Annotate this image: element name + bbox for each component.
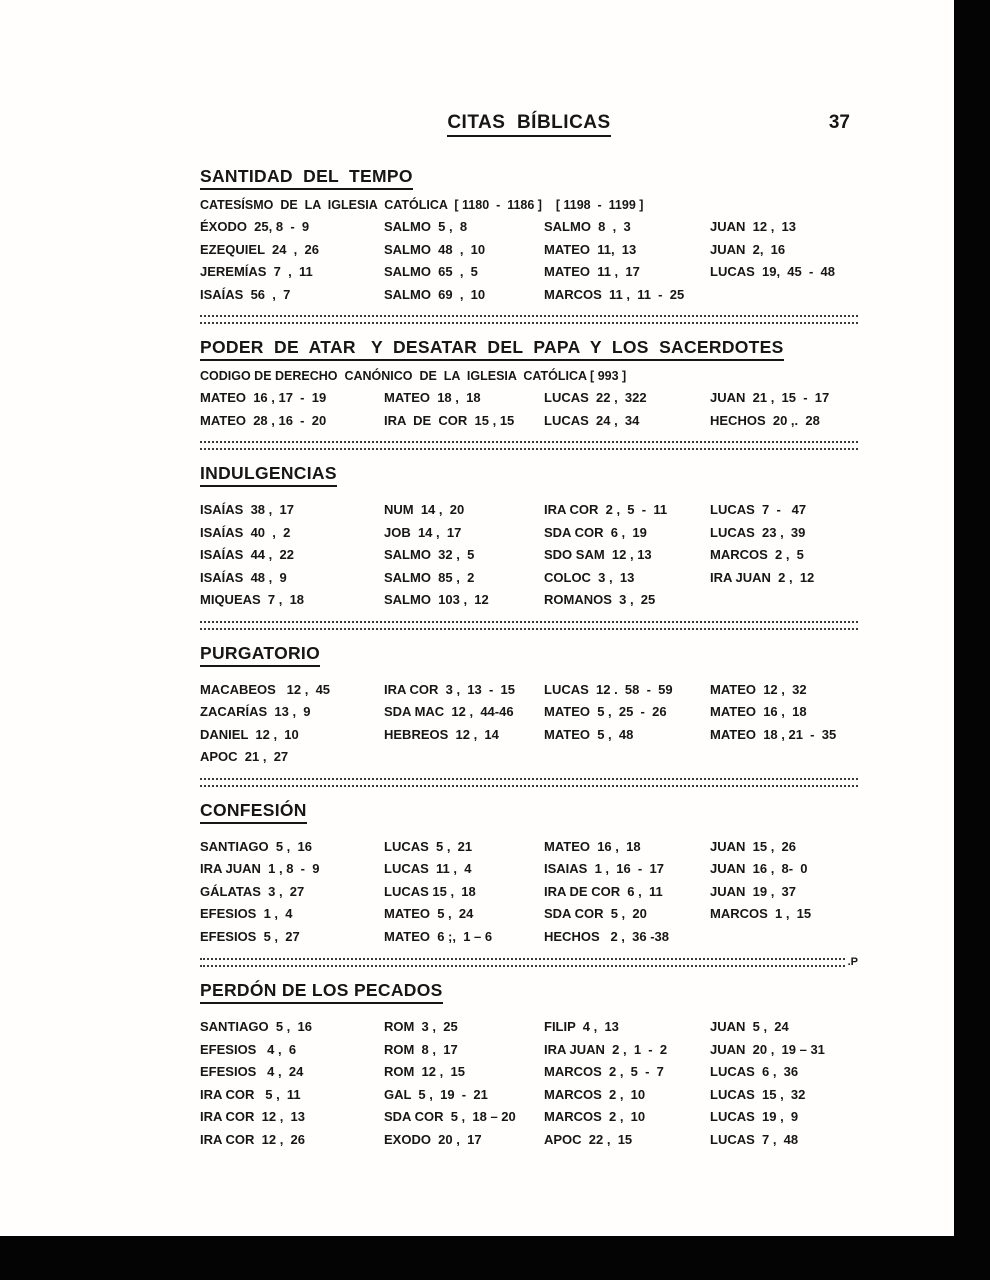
dotted-separator-line bbox=[200, 958, 845, 967]
citation-cell bbox=[384, 746, 544, 769]
section-heading: PERDÓN DE LOS PECADOS bbox=[200, 980, 443, 1004]
citation-rows bbox=[200, 216, 858, 306]
section-heading-row bbox=[200, 337, 858, 369]
citation-cell: LUCAS 5 , 21 bbox=[384, 838, 473, 854]
dotted-separator bbox=[200, 621, 858, 630]
citation-cell: ISAÍAS 38 , 17 bbox=[200, 502, 294, 517]
citation-cell: MATEO 5 , 25 - 26 bbox=[544, 704, 667, 719]
citation-cell: SDA MAC 12 , 44-46 bbox=[384, 704, 514, 719]
section-subtitle: CATESÍSMO DE LA IGLESIA CATÓLICA [ 1180 - 1186 ] [ 1198 - 1199 ] bbox=[200, 198, 644, 212]
citation-cell: LUCAS 7 , 48 bbox=[710, 1131, 799, 1147]
citation-row bbox=[200, 284, 858, 307]
section bbox=[200, 463, 858, 630]
citation-cell: SALMO 32 , 5 bbox=[384, 547, 475, 562]
dotted-separator-line bbox=[200, 441, 858, 450]
section-heading-row bbox=[200, 463, 858, 495]
citation-cell: ISAÍAS 44 , 22 bbox=[200, 547, 294, 562]
citation-cell: EFESIOS 4 , 6 bbox=[200, 1041, 297, 1057]
citation-cell: LUCAS 15 , 32 bbox=[710, 1086, 806, 1102]
sections-container bbox=[200, 166, 858, 1151]
citation-cell: SDA COR 5 , 18 – 20 bbox=[384, 1109, 516, 1124]
citation-cell: LUCAS 22 , 322 bbox=[544, 390, 647, 405]
citation-cell: APOC 22 , 15 bbox=[544, 1131, 633, 1147]
section-heading-row bbox=[200, 166, 858, 198]
citation-cell: MATEO 12 , 32 bbox=[710, 681, 807, 697]
citation-cell: MATEO 18 , 21 - 35 bbox=[710, 726, 837, 742]
citation-row bbox=[200, 1129, 858, 1152]
citation-cell: GÁLATAS 3 , 27 bbox=[200, 883, 305, 899]
citation-cell bbox=[710, 589, 858, 612]
citation-cell: EZEQUIEL 24 , 26 bbox=[200, 241, 319, 257]
citation-cell: SALMO 65 , 5 bbox=[384, 264, 478, 279]
citation-cell: ROM 8 , 17 bbox=[384, 1041, 458, 1057]
citation-cell: MATEO 16 , 17 - 19 bbox=[200, 390, 327, 405]
citation-cell: IRA COR 2 , 5 - 11 bbox=[544, 502, 668, 517]
citation-cell: JUAN 12 , 13 bbox=[710, 219, 796, 234]
section-heading-row bbox=[200, 800, 858, 832]
citation-cell bbox=[544, 746, 710, 769]
citation-cell: MATEO 28 , 16 - 20 bbox=[200, 412, 327, 428]
citation-cell: JOB 14 , 17 bbox=[384, 524, 462, 540]
citation-row bbox=[200, 836, 858, 859]
section-heading-row bbox=[200, 643, 858, 675]
citation-cell: LUCAS 19, 45 - 48 bbox=[710, 264, 835, 279]
section bbox=[200, 980, 858, 1151]
citation-cell: LUCAS 6 , 36 bbox=[710, 1064, 799, 1079]
citation-cell: ISAÍAS 56 , 7 bbox=[200, 286, 291, 302]
section-heading: PURGATORIO bbox=[200, 643, 320, 667]
citation-row bbox=[200, 499, 858, 522]
citation-rows bbox=[200, 499, 858, 612]
citation-cell: SDA COR 6 , 19 bbox=[544, 524, 647, 540]
citation-row bbox=[200, 589, 858, 612]
citation-cell: IRA JUAN 1 , 8 - 9 bbox=[200, 861, 320, 876]
citation-cell: GAL 5 , 19 - 21 bbox=[384, 1086, 488, 1102]
citation-cell: EFESIOS 5 , 27 bbox=[200, 928, 300, 944]
citation-row bbox=[200, 1039, 858, 1062]
citation-rows bbox=[200, 679, 858, 769]
citation-row bbox=[200, 746, 858, 769]
citation-row bbox=[200, 1084, 858, 1107]
citation-row bbox=[200, 1061, 858, 1084]
citation-cell bbox=[710, 746, 858, 769]
citation-cell: SALMO 8 , 3 bbox=[544, 219, 631, 234]
citation-cell: JUAN 19 , 37 bbox=[710, 883, 796, 899]
section bbox=[200, 643, 858, 787]
section-heading: INDULGENCIAS bbox=[200, 463, 337, 487]
citation-row bbox=[200, 1106, 858, 1129]
citation-cell: MATEO 6 ;, 1 – 6 bbox=[384, 928, 493, 944]
section-heading: PODER DE ATAR Y DESATAR DEL PAPA Y LOS SACERDOTES bbox=[200, 337, 784, 361]
citation-cell: EFESIOS 1 , 4 bbox=[200, 906, 293, 921]
citation-cell: JUAN 21 , 15 - 17 bbox=[710, 390, 830, 405]
citation-cell: MACABEOS 12 , 45 bbox=[200, 681, 331, 697]
citation-row bbox=[200, 261, 858, 284]
citation-cell: LUCAS 15 , 18 bbox=[384, 883, 476, 899]
page-header bbox=[200, 112, 858, 142]
citation-rows bbox=[200, 836, 858, 949]
citation-row bbox=[200, 679, 858, 702]
citation-cell: LUCAS 24 , 34 bbox=[544, 412, 640, 428]
citation-cell: COLOC 3 , 13 bbox=[544, 569, 635, 585]
citation-cell: ROM 3 , 25 bbox=[384, 1019, 458, 1034]
citation-cell: LUCAS 11 , 4 bbox=[384, 861, 472, 876]
citation-row bbox=[200, 216, 858, 239]
citation-cell: JUAN 15 , 26 bbox=[710, 838, 796, 854]
citation-cell: JUAN 2, 16 bbox=[710, 241, 786, 257]
citation-row bbox=[200, 387, 858, 410]
citation-cell: IRA JUAN 2 , 12 bbox=[710, 569, 815, 585]
citation-row bbox=[200, 1016, 858, 1039]
citation-cell: MARCOS 2 , 5 bbox=[710, 547, 804, 562]
citation-cell: MARCOS 11 , 11 - 25 bbox=[544, 286, 685, 302]
citation-cell: SALMO 69 , 10 bbox=[384, 286, 486, 302]
citation-cell: IRA DE COR 6 , 11 bbox=[544, 883, 663, 899]
citation-cell: JUAN 20 , 19 – 31 bbox=[710, 1041, 825, 1057]
citation-cell: EFESIOS 4 , 24 bbox=[200, 1064, 304, 1079]
citation-cell: SDA COR 5 , 20 bbox=[544, 906, 647, 921]
citation-cell: SALMO 5 , 8 bbox=[384, 219, 468, 234]
dotted-separator-line bbox=[200, 315, 858, 324]
citation-cell: IRA DE COR 15 , 15 bbox=[384, 412, 515, 428]
citation-cell: ROMANOS 3 , 25 bbox=[544, 592, 656, 607]
title-wrap bbox=[200, 112, 858, 137]
citation-cell: SALMO 85 , 2 bbox=[384, 569, 475, 585]
citation-cell: MATEO 11, 13 bbox=[544, 241, 637, 257]
section bbox=[200, 337, 858, 450]
citation-row bbox=[200, 903, 858, 926]
citation-rows bbox=[200, 387, 858, 432]
citation-cell: LUCAS 7 - 47 bbox=[710, 502, 807, 517]
citation-row bbox=[200, 239, 858, 262]
citation-cell: MATEO 18 , 18 bbox=[384, 390, 481, 405]
section-heading: CONFESIÓN bbox=[200, 800, 307, 824]
citation-cell: IRA COR 5 , 11 bbox=[200, 1086, 301, 1102]
citation-cell: ISAÍAS 40 , 2 bbox=[200, 524, 291, 540]
scan-edge-bottom bbox=[0, 1236, 990, 1280]
dotted-separator-line bbox=[200, 778, 858, 787]
citation-row bbox=[200, 522, 858, 545]
citation-row bbox=[200, 701, 858, 724]
citation-cell: MARCOS 2 , 5 - 7 bbox=[544, 1064, 664, 1079]
citation-cell: IRA COR 12 , 13 bbox=[200, 1109, 305, 1124]
citation-cell: ZACARÍAS 13 , 9 bbox=[200, 704, 311, 719]
citation-cell: EXODO 20 , 17 bbox=[384, 1131, 482, 1147]
citation-cell: MIQUEAS 7 , 18 bbox=[200, 592, 305, 607]
citation-cell: DANIEL 12 , 10 bbox=[200, 726, 299, 742]
section-subtitle: CODIGO DE DERECHO CANÓNICO DE LA IGLESIA CATÓLICA [ 993 ] bbox=[200, 369, 627, 383]
citation-cell: MARCOS 1 , 15 bbox=[710, 906, 812, 921]
citation-cell: IRA COR 3 , 13 - 15 bbox=[384, 681, 516, 697]
citation-cell: MARCOS 2 , 10 bbox=[544, 1086, 646, 1102]
citation-row bbox=[200, 926, 858, 949]
citation-row bbox=[200, 881, 858, 904]
citation-row bbox=[200, 858, 858, 881]
citation-cell: SDO SAM 12 , 13 bbox=[544, 547, 652, 562]
citation-cell: IRA JUAN 2 , 1 - 2 bbox=[544, 1041, 668, 1057]
citation-cell: ÉXODO 25, 8 - 9 bbox=[200, 219, 310, 234]
citation-cell: MATEO 5 , 48 bbox=[544, 726, 634, 742]
scan-edge-right bbox=[954, 0, 990, 1280]
page-title: CITAS BÍBLICAS bbox=[447, 112, 610, 137]
citation-cell: HECHOS 20 ,. 28 bbox=[710, 412, 820, 428]
section-heading: SANTIDAD DEL TEMPO bbox=[200, 166, 413, 190]
citation-row bbox=[200, 724, 858, 747]
citation-rows bbox=[200, 1016, 858, 1151]
citation-cell: JUAN 16 , 8- 0 bbox=[710, 861, 808, 876]
dotted-separator bbox=[200, 441, 858, 450]
citation-row bbox=[200, 544, 858, 567]
citation-cell: SALMO 103 , 12 bbox=[384, 592, 489, 607]
citation-cell: JUAN 5 , 24 bbox=[710, 1019, 789, 1034]
citation-cell: NUM 14 , 20 bbox=[384, 502, 465, 517]
citation-cell: HECHOS 2 , 36 -38 bbox=[544, 928, 669, 944]
citation-cell bbox=[710, 284, 858, 307]
citation-cell: MATEO 11 , 17 bbox=[544, 264, 640, 279]
citation-row bbox=[200, 567, 858, 590]
citation-cell: MATEO 5 , 24 bbox=[384, 906, 474, 921]
citation-cell: LUCAS 19 , 9 bbox=[710, 1109, 799, 1124]
citation-row bbox=[200, 410, 858, 433]
citation-cell: JEREMÍAS 7 , 11 bbox=[200, 264, 313, 279]
section-heading-row bbox=[200, 980, 858, 1012]
citation-cell: SANTIAGO 5 , 16 bbox=[200, 1019, 312, 1034]
citation-cell: IRA COR 12 , 26 bbox=[200, 1131, 305, 1147]
citation-cell: SALMO 48 , 10 bbox=[384, 241, 486, 257]
page-number: 37 bbox=[828, 112, 850, 133]
separator-suffix: .P bbox=[847, 956, 858, 968]
citation-cell: MARCOS 2 , 10 bbox=[544, 1109, 646, 1124]
dotted-separator bbox=[200, 957, 858, 967]
citation-cell: APOC 21 , 27 bbox=[200, 749, 289, 764]
citation-cell: ISAIAS 1 , 16 - 17 bbox=[544, 861, 664, 876]
citation-cell: HEBREOS 12 , 14 bbox=[384, 726, 499, 742]
citation-cell: FILIP 4 , 13 bbox=[544, 1019, 619, 1034]
citation-cell: ROM 12 , 15 bbox=[384, 1064, 465, 1079]
citation-cell: SANTIAGO 5 , 16 bbox=[200, 838, 312, 854]
section bbox=[200, 800, 858, 968]
citation-cell: LUCAS 23 , 39 bbox=[710, 524, 806, 540]
citation-cell bbox=[710, 926, 858, 949]
dotted-separator-line bbox=[200, 621, 858, 630]
citation-cell: MATEO 16 , 18 bbox=[544, 838, 641, 854]
page-content bbox=[200, 112, 858, 1153]
citation-cell: LUCAS 12 . 58 - 59 bbox=[544, 681, 673, 697]
dotted-separator bbox=[200, 778, 858, 787]
dotted-separator bbox=[200, 315, 858, 324]
citation-cell: MATEO 16 , 18 bbox=[710, 704, 807, 719]
section bbox=[200, 166, 858, 324]
citation-cell: ISAÍAS 48 , 9 bbox=[200, 569, 287, 585]
